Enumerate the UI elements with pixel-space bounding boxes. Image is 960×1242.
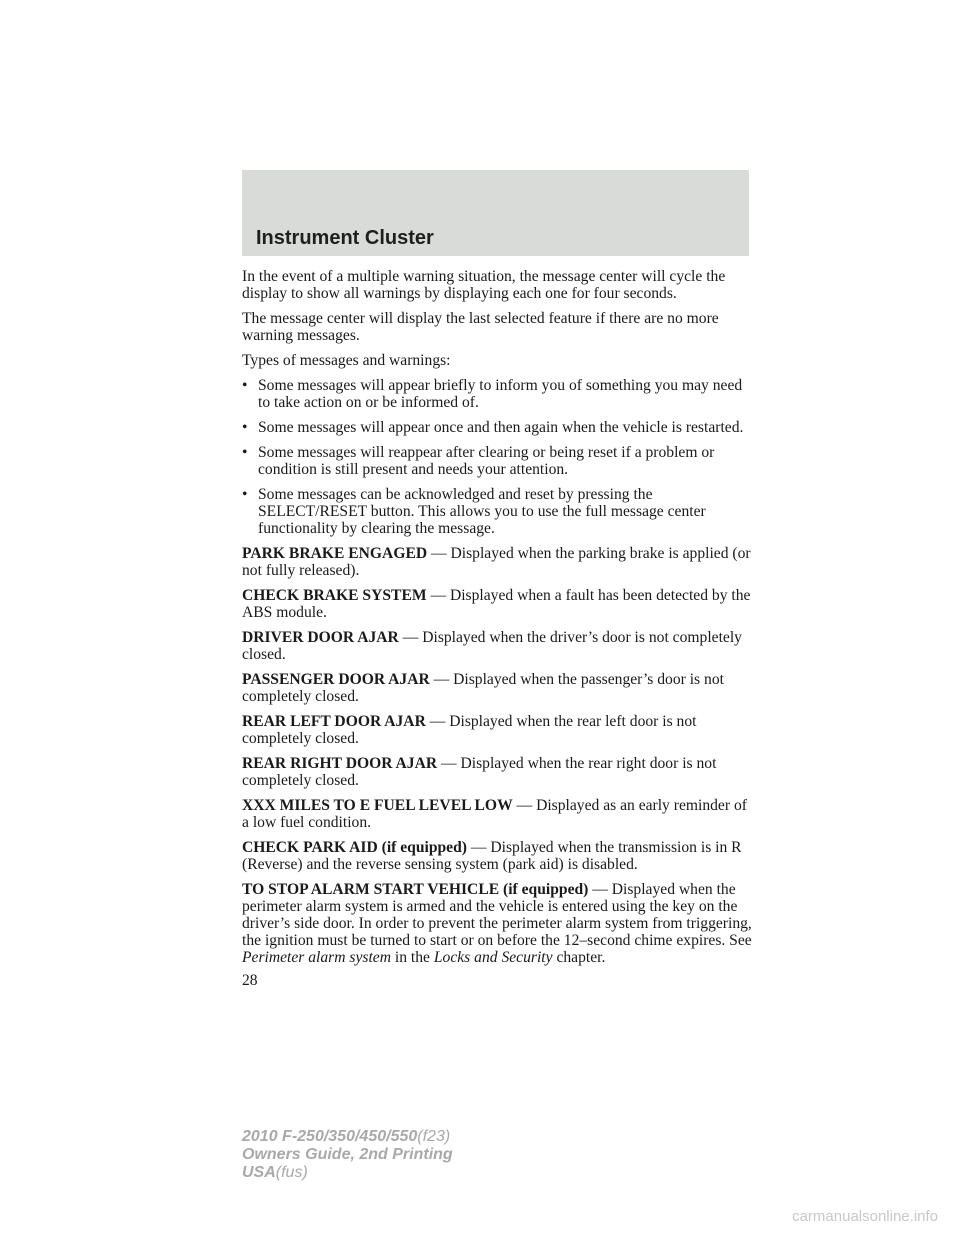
intro-paragraph-3: Types of messages and warnings: — [242, 352, 451, 369]
message-description: — Displayed when the rear right door is not completely closed. — [242, 755, 717, 789]
list-item — [242, 486, 752, 537]
chapter-title: Instrument Cluster — [256, 227, 434, 249]
message-entry-park-aid — [242, 839, 752, 873]
message-term: PASSENGER DOOR AJAR — [242, 671, 430, 688]
bullet-icon: • — [242, 486, 248, 503]
message-term: PARK BRAKE ENGAGED — [242, 545, 428, 562]
message-term: REAR LEFT DOOR AJAR — [242, 713, 426, 730]
intro-paragraph-1: In the event of a multiple warning situation, the message center will cycle the display to show all warnings by displaying each one for four seconds. — [242, 268, 726, 302]
list-item — [242, 444, 752, 478]
footer-model: 2010 F-250/350/450/550 — [242, 1128, 418, 1145]
message-description: — Displayed when the passenger’s door is not completely closed. — [242, 671, 724, 705]
cross-reference-locks-security: Locks and Security — [433, 949, 553, 966]
list-item — [242, 419, 752, 436]
footer-market: USA — [242, 1164, 276, 1181]
message-description: — Displayed when the transmission is in R (Reverse) and the reverse sensing system (park aid) is disabled. — [242, 839, 742, 873]
message-description: — Displayed when the rear left door is not completely closed. — [242, 713, 697, 747]
message-term: REAR RIGHT DOOR AJAR — [242, 755, 438, 772]
document-footer — [242, 1128, 453, 1182]
message-entry-passenger-door — [242, 671, 752, 705]
message-entry-fuel-low — [242, 797, 752, 831]
footer-line-edition: Owners Guide, 2nd Printing — [242, 1146, 453, 1163]
message-entry-rear-right-door — [242, 755, 752, 789]
footer-model-code: (f23) — [417, 1128, 451, 1145]
message-entry-driver-door — [242, 629, 752, 663]
chapter-header-band — [242, 170, 749, 256]
message-description: — Displayed when the parking brake is applied (or not fully released). — [242, 545, 751, 579]
message-description: — Displayed when a fault has been detected by the ABS module. — [242, 587, 751, 621]
list-item-text: Some messages will appear once and then again when the vehicle is restarted. — [258, 419, 744, 436]
message-entry-rear-left-door — [242, 713, 752, 747]
list-item-text: Some messages will reappear after clearing or being reset if a problem or condition is still present and needs your attention. — [258, 444, 715, 478]
message-types-list — [242, 377, 752, 537]
message-description: — Displayed when the perimeter alarm system is armed and the vehicle is entered using the key on the driver’s side door. In order to prevent the perimeter alarm system from triggering, the ignition must be turned to start or on before the 12–second chime expires. See — [242, 881, 752, 949]
footer-line-market — [242, 1164, 453, 1182]
message-description-continued: in the — [390, 949, 434, 966]
message-entry-check-brake — [242, 587, 752, 621]
message-term: CHECK PARK AID (if equipped) — [242, 839, 467, 856]
message-entry-stop-alarm — [242, 881, 752, 966]
message-entry-park-brake — [242, 545, 752, 579]
list-item — [242, 377, 752, 411]
page-body — [242, 268, 752, 974]
list-item-text: Some messages can be acknowledged and reset by pressing the SELECT/RESET button. This allows you to use the full message center functionality by clearing the message. — [258, 486, 706, 537]
bullet-icon: • — [242, 377, 248, 394]
message-term: DRIVER DOOR AJAR — [242, 629, 399, 646]
footer-market-code: (fus) — [275, 1164, 308, 1181]
intro-paragraph-2: The message center will display the last selected feature if there are no more warning messages. — [242, 310, 719, 344]
bullet-icon: • — [242, 444, 248, 461]
page-number: 28 — [242, 972, 258, 989]
message-description: — Displayed when the driver’s door is not completely closed. — [242, 629, 742, 663]
message-term: XXX MILES TO E FUEL LEVEL LOW — [242, 797, 513, 814]
message-term: CHECK BRAKE SYSTEM — [242, 587, 427, 604]
message-term: TO STOP ALARM START VEHICLE (if equipped) — [242, 881, 589, 898]
cross-reference-perimeter-alarm: Perimeter alarm system — [242, 949, 391, 966]
list-item-text: Some messages will appear briefly to inform you of something you may need to take action on or be informed of. — [258, 377, 743, 411]
message-description: — Displayed as an early reminder of a low fuel condition. — [242, 797, 747, 831]
bullet-icon: • — [242, 419, 248, 436]
footer-line-model — [242, 1128, 453, 1146]
message-description-end: chapter. — [552, 949, 606, 966]
watermark: carmanualsonline.info — [792, 1208, 938, 1225]
